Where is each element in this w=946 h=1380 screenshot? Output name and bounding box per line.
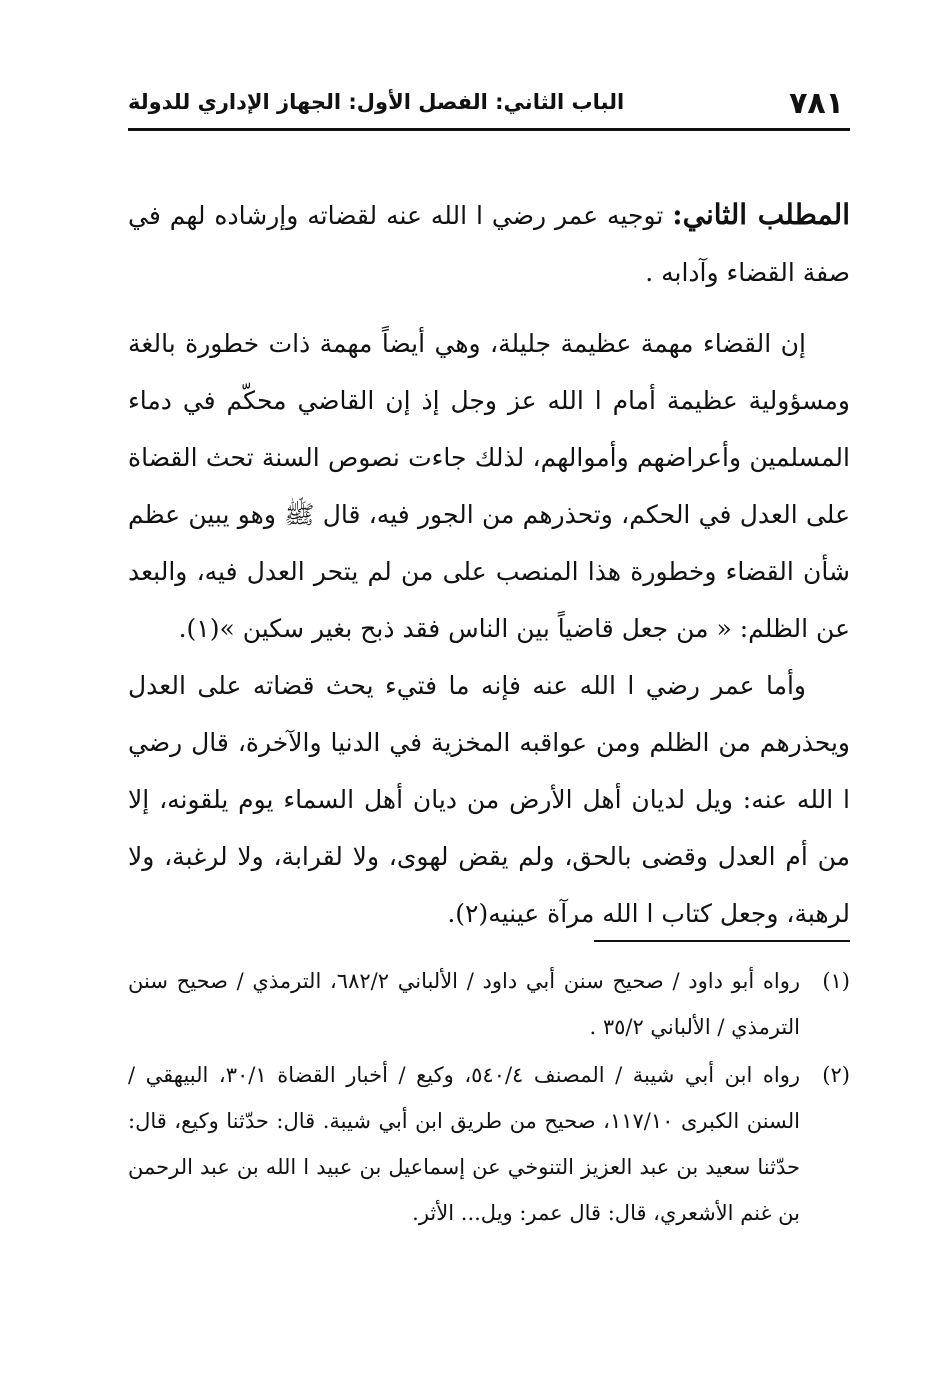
page-header [128,82,852,126]
footnotes [128,958,850,1238]
footnote-text: رواه أبو داود / صحيح سنن أبي داود / الألباني ٦٨٢/٢، الترمذي / صحيح سنن الترمذي / الألباني ٣٥/٢ . [128,969,800,1039]
paragraph: وأما عمر رضي ا الله عنه فإنه ما فتيء يحث قضاته على العدل ويحذرهم من الظلم ومن عواقبه المخزية في الدنيا والآخرة، قال رضي ا الله عنه: ويل لديان أهل الأرض من ديان أهل السماء يوم يلقونه، إلا من أم العدل وقضى بالحق، ولم يقض لهوى، ولا لقرابة، ولا لرغبة، ولا لرهبة، وجعل كتاب ا الله مرآة عينيه(٢). [128,671,850,928]
section-title: توجيه عمر رضي ا الله عنه لقضاته وإرشاده لهم في صفة القضاء وآدابه . [128,201,850,287]
section-label: المطلب الثاني: [672,198,850,231]
footnote-text: رواه ابن أبي شيبة / المصنف ٥٤٠/٤، وكيع / أخبار القضاة ٣٠/١، البيهقي / السنن الكبرى ١١٧/١٠، صحيح من طريق ابن أبي شيبة. قال: حدّثنا وكيع، قال: حدّثنا سعيد بن عبد العزيز التنوخي عن إسماعيل بن عبيد ا الله بن عبد الرحمن بن غنم الأشعري، قال: قال عمر: ويل... الأثر. [128,1063,800,1225]
page-number: ٧٨١ [789,86,844,121]
footnote-number: (١) [822,969,850,993]
main-text [128,186,850,942]
footnote [128,1052,850,1236]
footnote [128,958,850,1050]
running-title: الباب الثاني: الفصل الأول: الجهاز الإداري للدولة [128,90,625,114]
footnote-divider [594,940,850,942]
header-divider [128,128,850,131]
footnote-number: (٢) [822,1063,850,1087]
section-heading [128,186,850,301]
paragraph: إن القضاء مهمة عظيمة جليلة، وهي أيضاً مهمة ذات خطورة بالغة ومسؤولية عظيمة أمام ا الله عز وجل إذ إن القاضي محكّم في دماء المسلمين وأعراضهم وأموالهم، لذلك جاءت نصوص السنة تحث القضاة على العدل في الحكم، وتحذرهم من الجور فيه، قال ﷺ وهو يبين عظم شأن القضاء وخطورة هذا المنصب على من لم يتحر العدل فيه، والبعد عن الظلم: « من جعل قاضياً بين الناس فقد ذبح بغير سكين »(١). [128,329,850,643]
